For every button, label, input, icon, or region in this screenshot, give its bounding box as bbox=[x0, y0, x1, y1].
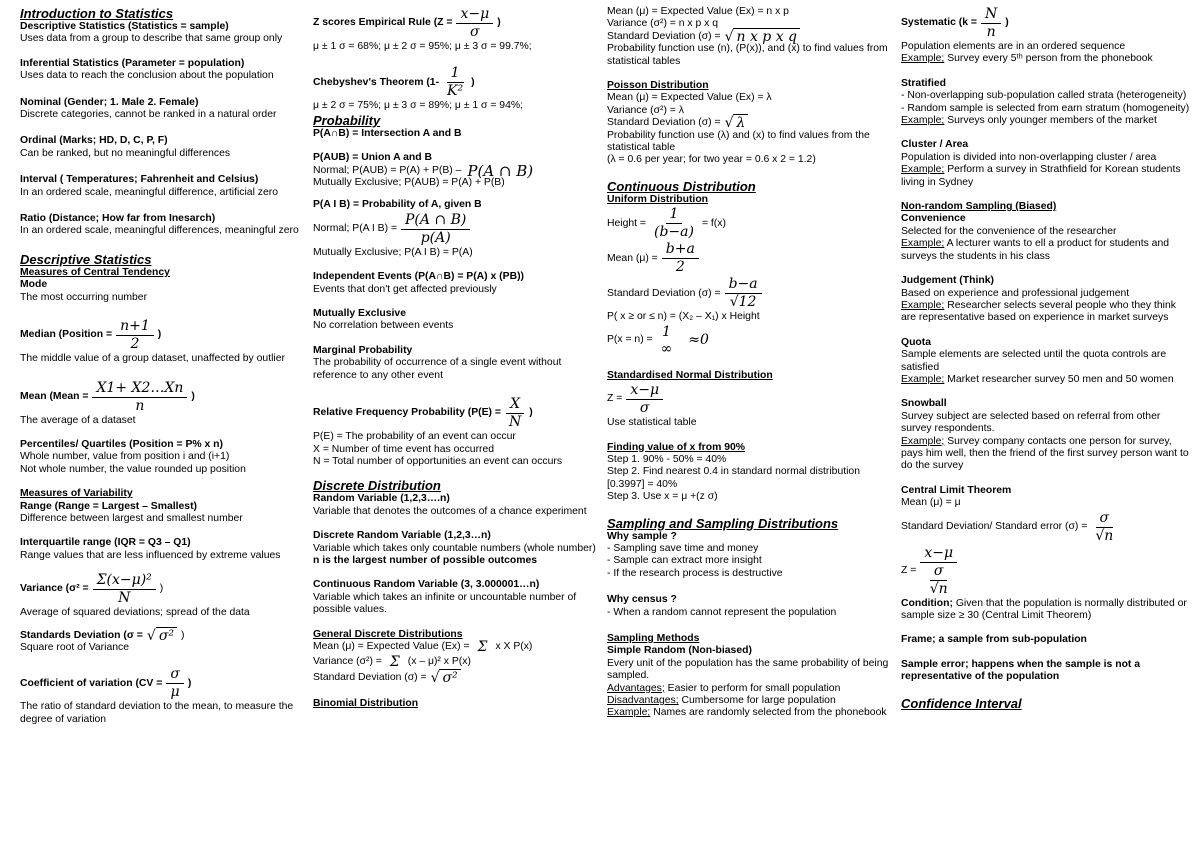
column-4 bbox=[901, 6, 1193, 711]
sampling-title: Sampling and Sampling Distributions bbox=[607, 515, 839, 531]
find-step-3: Step 3. Use x = μ +(z σ) bbox=[607, 491, 718, 503]
disadvantages-line: Disadvantages; Cumbersome for large population bbox=[607, 695, 836, 706]
desc-stats-heading: Descriptive Statistics (Statistics = sample) bbox=[20, 21, 229, 32]
median-text: The middle value of a group dataset, unaffected by outlier bbox=[20, 353, 285, 365]
quota-heading: Quota bbox=[901, 336, 932, 348]
uniform-mean: Mean (μ) = $\frac{b+a}{2}$ bbox=[607, 241, 899, 276]
range-heading: Range (Range = Largest – Smallest) bbox=[20, 500, 197, 512]
probability-title: Probability bbox=[313, 112, 381, 128]
iqr-heading: Interquartile range (IQR = Q3 – Q1) bbox=[20, 537, 191, 549]
column-3 bbox=[607, 6, 899, 720]
ordinal-text: Can be ranked, but no meaningful differences bbox=[20, 147, 231, 159]
cv-formula: Coefficient of variation (CV = $\frac{\sigma}{\mu}$ ) bbox=[20, 666, 192, 701]
mode-heading: Mode bbox=[20, 279, 48, 291]
cv-text: The ratio of standard deviation to the mean, to measure the degree of variation bbox=[20, 701, 294, 725]
conditional-fraction: $\frac{P(A \cap B)}{p(A)}$ bbox=[401, 212, 470, 247]
ratio-heading: Ratio (Distance; How far from Inesarch) bbox=[20, 213, 216, 225]
standardised-text: Use statistical table bbox=[607, 417, 697, 429]
percentiles-text-1: Whole number, value from position i and (i+1) bbox=[20, 451, 230, 463]
clt-z: Z = $\frac{x-\mu}{\frac{\sigma}{√n}}$ bbox=[901, 545, 1193, 598]
ratio-text: In an ordered scale, meaningful differences, meaningful zero bbox=[20, 225, 299, 237]
intro-title: Introduction to Statistics bbox=[20, 6, 174, 21]
union-normal: Normal; P(AUB) = P(A) + P(B) – P(A ∩ B) bbox=[313, 161, 534, 180]
descriptive-title: Descriptive Statistics bbox=[20, 251, 152, 267]
uniform-height: Height = $\frac{1}{(b-a)}$ = f(x) bbox=[607, 206, 726, 241]
random-variable-heading: Random Variable (1,2,3….n) bbox=[313, 493, 450, 505]
poisson-sd: Standard Deviation (σ) = √ λ bbox=[607, 117, 899, 129]
desc-stats-text: Uses data from a group to describe that same group only bbox=[20, 33, 283, 45]
mutex-heading: Mutually Exclusive bbox=[313, 308, 406, 320]
inferential-text: Uses data to reach the conclusion about the population bbox=[20, 70, 274, 82]
sd-sqrt: √ σ² bbox=[147, 630, 177, 642]
cv-fraction: $\frac{\sigma}{\mu}$ bbox=[166, 666, 184, 701]
column-2 bbox=[313, 6, 603, 711]
sampling-methods-heading: Sampling Methods bbox=[607, 632, 700, 644]
random-variable-text: Variable that denotes the outcomes of a chance experiment bbox=[313, 505, 587, 517]
standardised-normal-heading: Standardised Normal Distribution bbox=[607, 369, 773, 381]
uniform-point: P(x = n) = 1 ∞ ≈0 bbox=[607, 323, 709, 357]
why-sample-2: - Sample can extract more insight bbox=[607, 555, 762, 567]
nominal-text: Discrete categories, cannot be ranked in a natural order bbox=[20, 109, 277, 121]
percentiles-text-2: Not whole number, the value rounded up position bbox=[20, 463, 246, 475]
why-sample-3: - If the research process is destructive bbox=[607, 567, 783, 579]
variance-fraction: $\frac{\text{Σ(x−μ)²}}{N}$ bbox=[93, 572, 156, 607]
iqr-text: Range values that are less influenced by extreme values bbox=[20, 549, 281, 561]
relative-frequency-formula: Relative Frequency Probability (P(E) = $\frac{X}{N}$ ) bbox=[313, 396, 533, 431]
variance-formula: Variance (σ² = $\frac{\text{Σ(x−μ)²}}{N}$ ) bbox=[20, 572, 164, 607]
why-census-1: - When a random cannot represent the population bbox=[607, 606, 837, 618]
median-fraction: $\frac{n+1}{2}$ bbox=[116, 318, 154, 353]
clt-sd: Standard Deviation/ Standard error (σ) = $\frac{\sigma}{√n}$ bbox=[901, 509, 1114, 544]
union-heading: P(AUB) = Union A and B bbox=[313, 152, 433, 164]
discrete-title: Discrete Distribution bbox=[313, 478, 441, 494]
binomial-heading: Binomial Distribution bbox=[313, 698, 419, 710]
central-tendency-heading: Measures of Central Tendency bbox=[20, 266, 170, 278]
relative-frequency-fraction: $\frac{X}{N}$ bbox=[505, 396, 525, 431]
ordinal-heading: Ordinal (Marks; HD, D, C, P, F) bbox=[20, 135, 168, 147]
find-x-heading: Finding value of x from 90% bbox=[607, 441, 745, 453]
gdd-sd: Standard Deviation (σ) = √ σ² bbox=[313, 672, 603, 684]
chebyshev-formula: Chebyshev's Theorem (1- $\frac{1}{\text{K²}}$ ) bbox=[313, 65, 475, 100]
systematic-text: Population elements are in an ordered sequence bbox=[901, 41, 1126, 52]
stratified-example: Example; Surveys only younger members of the market bbox=[901, 115, 1157, 127]
quota-example: Example; Market researcher survey 50 men and 50 women bbox=[901, 373, 1174, 385]
general-discrete-heading: General Discrete Distributions bbox=[313, 628, 463, 640]
mode-text: The most occurring number bbox=[20, 291, 148, 303]
continuous-rv-text: Variable which takes an infinite or uncountable number of possible values. bbox=[313, 591, 577, 616]
non-random-heading: Non-random Sampling (Biased) bbox=[901, 201, 1057, 213]
marginal-text: The probability of occurrence of a single event without reference to any other event bbox=[313, 357, 562, 381]
mean-text: The average of a dataset bbox=[20, 414, 136, 426]
judgement-text: Based on experience and professional judgement bbox=[901, 287, 1130, 299]
gdd-mean: Mean (μ) = Expected Value (Ex) = Σ x X P(x) bbox=[313, 638, 533, 655]
convenience-example: Example; A lecturer wants to ell a product for students and surveys the students in his class bbox=[901, 238, 1170, 262]
sd-text: Square root of Variance bbox=[20, 641, 129, 653]
convenience-text: Selected for the convenience of the researcher bbox=[901, 225, 1117, 237]
relative-frequency-line-2: X = Number of time event has occurred bbox=[313, 443, 495, 455]
simple-random-text: Every unit of the population has the same probability of being sampled. bbox=[607, 657, 889, 682]
poisson-example: (λ = 0.6 per year; for two year = 0.6 x 2 = 1.2) bbox=[607, 154, 816, 166]
chebyshev-fraction: $\frac{1}{\text{K²}}$ bbox=[447, 65, 464, 100]
poisson-variance: Variance (σ²) = λ bbox=[607, 104, 684, 116]
uniform-sd: Standard Deviation (σ) = $\frac{b-a}{√12}$ bbox=[607, 276, 899, 311]
simple-random-heading: Simple Random (Non-biased) bbox=[607, 645, 752, 657]
clt-heading: Central Limit Theorem bbox=[901, 484, 1012, 496]
snowball-text: Survey subject are selected based on referral from other survey respondents. bbox=[901, 410, 1161, 435]
cluster-heading: Cluster / Area bbox=[901, 139, 969, 151]
column-1 bbox=[20, 6, 310, 726]
union-math: P(A ∩ B) bbox=[467, 161, 534, 180]
independent-heading: Independent Events (P(A∩B) = P(A) x (PB)) bbox=[313, 271, 524, 283]
stratified-2: - Random sample is selected from earn stratum (homogeneity) bbox=[901, 102, 1190, 114]
cluster-example: Example; Perform a survey in Strathfield for Korean students living in Sydney bbox=[901, 164, 1181, 188]
discrete-rv-text: Variable which takes only countable numbers (whole number) bbox=[313, 542, 596, 554]
interval-text: In an ordered scale, meaningful difference, artificial zero bbox=[20, 186, 278, 198]
snowball-heading: Snowball bbox=[901, 398, 947, 410]
sample-error-heading: Sample error; happens when the sample is not a representative of the population bbox=[901, 658, 1141, 683]
example-line: Example; Names are randomly selected from the phonebook bbox=[607, 707, 887, 719]
clt-mean: Mean (μ) = μ bbox=[901, 497, 961, 509]
median-formula: Median (Position = $\frac{n+1}{2}$ ) bbox=[20, 318, 162, 353]
relative-frequency-line-3: N = Total number of opportunities an event can occurs bbox=[313, 455, 563, 467]
union-mutually-exclusive: Mutually Exclusive; P(AUB) = P(A) + P(B) bbox=[313, 177, 505, 189]
binomial-text: Probability function use (n), (P(x)), and (x) to find values from statistical tables bbox=[607, 43, 888, 67]
uniform-range: P( x ≥ or ≤ n) = (X₂ – X₁) x Height bbox=[607, 311, 760, 323]
find-step-1: Step 1. 90% - 50% = 40% bbox=[607, 453, 727, 465]
independent-text: Events that don't get affected previously bbox=[313, 283, 497, 295]
z-fraction: $\frac{x-\mu}{\sigma}$ bbox=[456, 6, 493, 41]
percentiles-heading: Percentiles/ Quartiles (Position = P% x n) bbox=[20, 438, 223, 450]
poisson-heading: Poisson Distribution bbox=[607, 80, 709, 92]
continuous-rv-heading: Continuous Random Variable (3, 3.000001…n) bbox=[313, 579, 540, 591]
stratified-heading: Stratified bbox=[901, 77, 947, 89]
poisson-text: Probability function use (λ) and (x) to find values from the statistical table bbox=[607, 129, 870, 154]
why-sample-heading: Why sample ? bbox=[607, 530, 677, 542]
z-score-formula: Z scores Empirical Rule (Z = $\frac{x-\mu}{\sigma}$ ) bbox=[313, 6, 501, 40]
clt-condition: Condition; Given that the population is normally distributed or sample size ≥ 30 (Central Limit Theorem) bbox=[901, 597, 1187, 621]
why-census-heading: Why census ? bbox=[607, 594, 677, 606]
binomial-variance: Variance (σ²) = n x p x q bbox=[607, 18, 719, 30]
snowball-example: Example; Survey company contacts one person for survey, pays him well, then the friend of the first survey person want to do the survey bbox=[901, 435, 1189, 472]
binomial-mean: Mean (μ) = Expected Value (Ex) = n x p bbox=[607, 6, 789, 17]
systematic-formula: Systematic (k = $\frac{N}{n}$ ) bbox=[901, 6, 1009, 40]
interval-heading: Interval ( Temperatures; Fahrenheit and Celsius) bbox=[20, 174, 259, 186]
gdd-variance: Variance (σ²) = Σ (x – μ)² x P(x) bbox=[313, 654, 471, 671]
relative-frequency-line-1: P(E) = The probability of an event can occur bbox=[313, 431, 516, 443]
marginal-heading: Marginal Probability bbox=[313, 344, 413, 356]
range-text: Difference between largest and smallest number bbox=[20, 512, 243, 524]
sd-formula: Standards Deviation (σ = √ σ² ) bbox=[20, 627, 185, 644]
intersection-heading: P(A∩B) = Intersection A and B bbox=[313, 127, 462, 139]
cluster-text: Population is divided into non-overlapping cluster / area bbox=[901, 151, 1157, 163]
empirical-rule-text: μ ± 1 σ = 68%; μ ± 2 σ = 95%; μ ± 3 σ = 99.7%; bbox=[313, 41, 532, 52]
why-sample-1: - Sampling save time and money bbox=[607, 542, 759, 554]
discrete-rv-bold: n is the largest number of possible outcomes bbox=[313, 554, 538, 566]
mean-formula: Mean (Mean = $\frac{X1+ X2\dots Xn}{n}$ ) bbox=[20, 379, 195, 414]
judgement-heading: Judgement (Think) bbox=[901, 275, 994, 287]
chebyshev-text: μ ± 2 σ = 75%; μ ± 3 σ = 89%; μ ± 1 σ = 94%; bbox=[313, 100, 523, 112]
variability-heading: Measures of Variability bbox=[20, 488, 133, 500]
discrete-rv-heading: Discrete Random Variable (1,2,3…n) bbox=[313, 530, 491, 542]
advantages-line: Advantages; Easier to perform for small population bbox=[607, 682, 841, 694]
systematic-example: Example; Survey every 5ᵗʰ person from the phonebook bbox=[901, 53, 1153, 65]
poisson-mean: Mean (μ) = Expected Value (Ex) = λ bbox=[607, 92, 772, 104]
uniform-heading: Uniform Distribution bbox=[607, 193, 709, 205]
find-step-2: Step 2. Find nearest 0.4 in standard normal distribution [0.3997] = 40% bbox=[607, 466, 860, 490]
inferential-heading: Inferential Statistics (Parameter = population) bbox=[20, 57, 245, 69]
confidence-interval-title: Confidence Interval bbox=[901, 695, 1022, 711]
mean-fraction: $\frac{X1+ X2\dots Xn}{n}$ bbox=[92, 380, 187, 415]
mutex-text: No correlation between events bbox=[313, 320, 454, 332]
nominal-heading: Nominal (Gender; 1. Male 2. Female) bbox=[20, 96, 199, 108]
stratified-1: - Non-overlapping sub-population called strata (heterogeneity) bbox=[901, 90, 1187, 102]
frame-heading: Frame; a sample from sub-population bbox=[901, 634, 1087, 646]
conditional-formula: Normal; P(A I B) = $\frac{P(A \cap B)}{p(A)}$ bbox=[313, 212, 603, 247]
conditional-mutually-exclusive: Mutually Exclusive; P(A I B) = P(A) bbox=[313, 246, 473, 258]
standardised-z: Z = $\frac{x-\mu}{\sigma}$ bbox=[607, 382, 899, 417]
continuous-title: Continuous Distribution bbox=[607, 178, 756, 194]
conditional-heading: P(A I B) = Probability of A, given B bbox=[313, 199, 482, 211]
quota-text: Sample elements are selected until the quota controls are satisfied bbox=[901, 349, 1167, 373]
judgement-example: Example; Researcher selects several people who they think are representative based on experience in market surveys bbox=[901, 299, 1176, 324]
binomial-sd: Standard Deviation (σ) = √ n x p x q bbox=[607, 31, 899, 43]
variance-text: Average of squared deviations; spread of the data bbox=[20, 607, 250, 619]
convenience-heading: Convenience bbox=[901, 213, 966, 225]
